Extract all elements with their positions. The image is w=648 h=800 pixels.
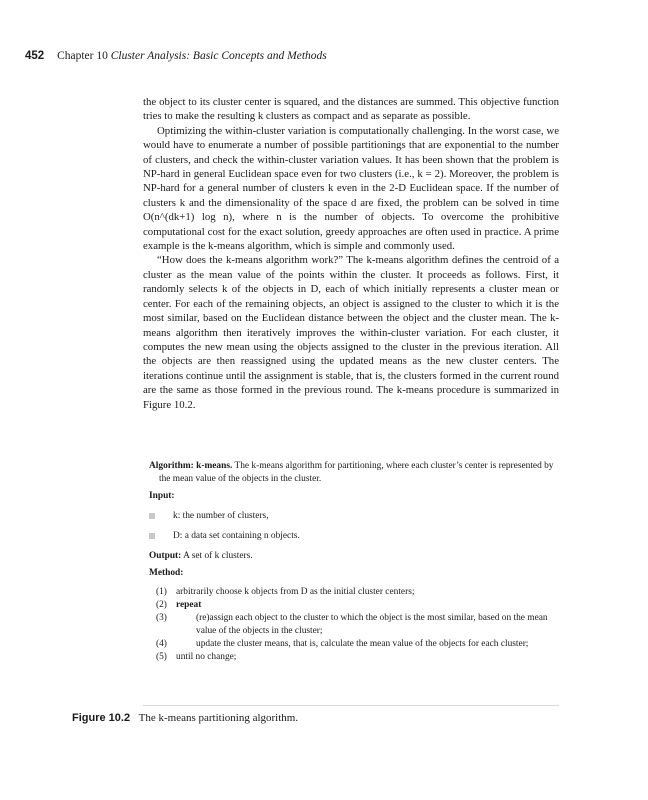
algorithm-box <box>149 460 559 664</box>
chapter-label: Chapter 10 <box>57 50 108 62</box>
algorithm-description: The k-means algorithm for partitioning, where each cluster’s center is represented by the mean value of the objects in the cluster. <box>159 461 554 484</box>
body-text <box>143 95 559 412</box>
input-label: Input: <box>149 491 175 501</box>
step-4: (4) update the cluster means, that is, calculate the mean value of the objects for each cluster; <box>156 639 529 649</box>
page-number: 452 <box>25 50 45 62</box>
algorithm-heading: Algorithm: k-means. <box>149 461 233 471</box>
figure-caption-text: The k-means partitioning algorithm. <box>138 712 299 724</box>
chapter-title: Cluster Analysis: Basic Concepts and Methods <box>110 50 327 62</box>
method-steps <box>156 586 559 664</box>
step-3: (3) (re)assign each object to the cluster to which the object is the most similar, based on the mean value of the objects in the cluster; <box>156 613 548 636</box>
running-header <box>25 50 327 62</box>
output-text: A set of k clusters. <box>183 551 253 561</box>
bullet-square-icon <box>149 533 155 539</box>
step-5: (5) until no change; <box>156 652 237 662</box>
step-2: (2) repeat <box>156 600 202 610</box>
figure-label: Figure 10.2 <box>72 712 131 724</box>
step-1: (1) arbitrarily choose k objects from D as the initial cluster centers; <box>156 587 415 597</box>
method-label: Method: <box>149 568 184 578</box>
paragraph-1: the object to its cluster center is squared, and the distances are summed. This objective function tries to make the resulting k clusters as compact and as separate as possible. <box>143 96 559 123</box>
caption-divider <box>143 705 559 706</box>
paragraph-2: Optimizing the within-cluster variation is computationally challenging. In the worst case, we would have to enumerate a number of possible partitionings that are exponential to the number of clusters, and check the within-cluster variation values. It has been shown that the problem is NP-hard in general Euclidean space even for two clusters (i.e., k = 2). Moreover, the problem is NP-hard for a general number of clusters k even in the 2-D Euclidean space. If the number of clusters k and the dimensionality of the space d are fixed, the problem can be solved in time O(n^(dk+1) log n), where n is the number of objects. To overcome the prohibitive computational cost for the exact solution, greedy approaches are often used in practice. A prime example is the k-means algorithm, which is simple and commonly used. <box>143 124 559 253</box>
bullet-square-icon <box>149 513 155 519</box>
figure-caption <box>72 712 298 724</box>
output-line <box>149 550 559 563</box>
input-item: D: a data set containing n objects. <box>149 530 559 543</box>
input-list <box>149 510 559 543</box>
algorithm-title <box>149 460 559 486</box>
input-item: k: the number of clusters, <box>149 510 559 523</box>
paragraph-3: “How does the k-means algorithm work?” The k-means algorithm defines the centroid of a cluster as the mean value of the points within the cluster. It proceeds as follows. First, it randomly selects k of the objects in D, each of which initially represents a cluster mean or center. For each of the remaining objects, an object is assigned to the cluster to which it is the most similar, based on the Euclidean distance between the object and the cluster mean. The k-means algorithm then iteratively improves the within-cluster variation. For each cluster, it computes the new mean using the objects assigned to the cluster in the previous iteration. All the objects are then reassigned using the updated means as the new cluster centers. The iterations continue until the assignment is stable, that is, the clusters formed in the current round are the same as those formed in the previous round. The k-means procedure is summarized in Figure 10.2. <box>143 254 559 411</box>
output-label: Output: <box>149 551 182 561</box>
